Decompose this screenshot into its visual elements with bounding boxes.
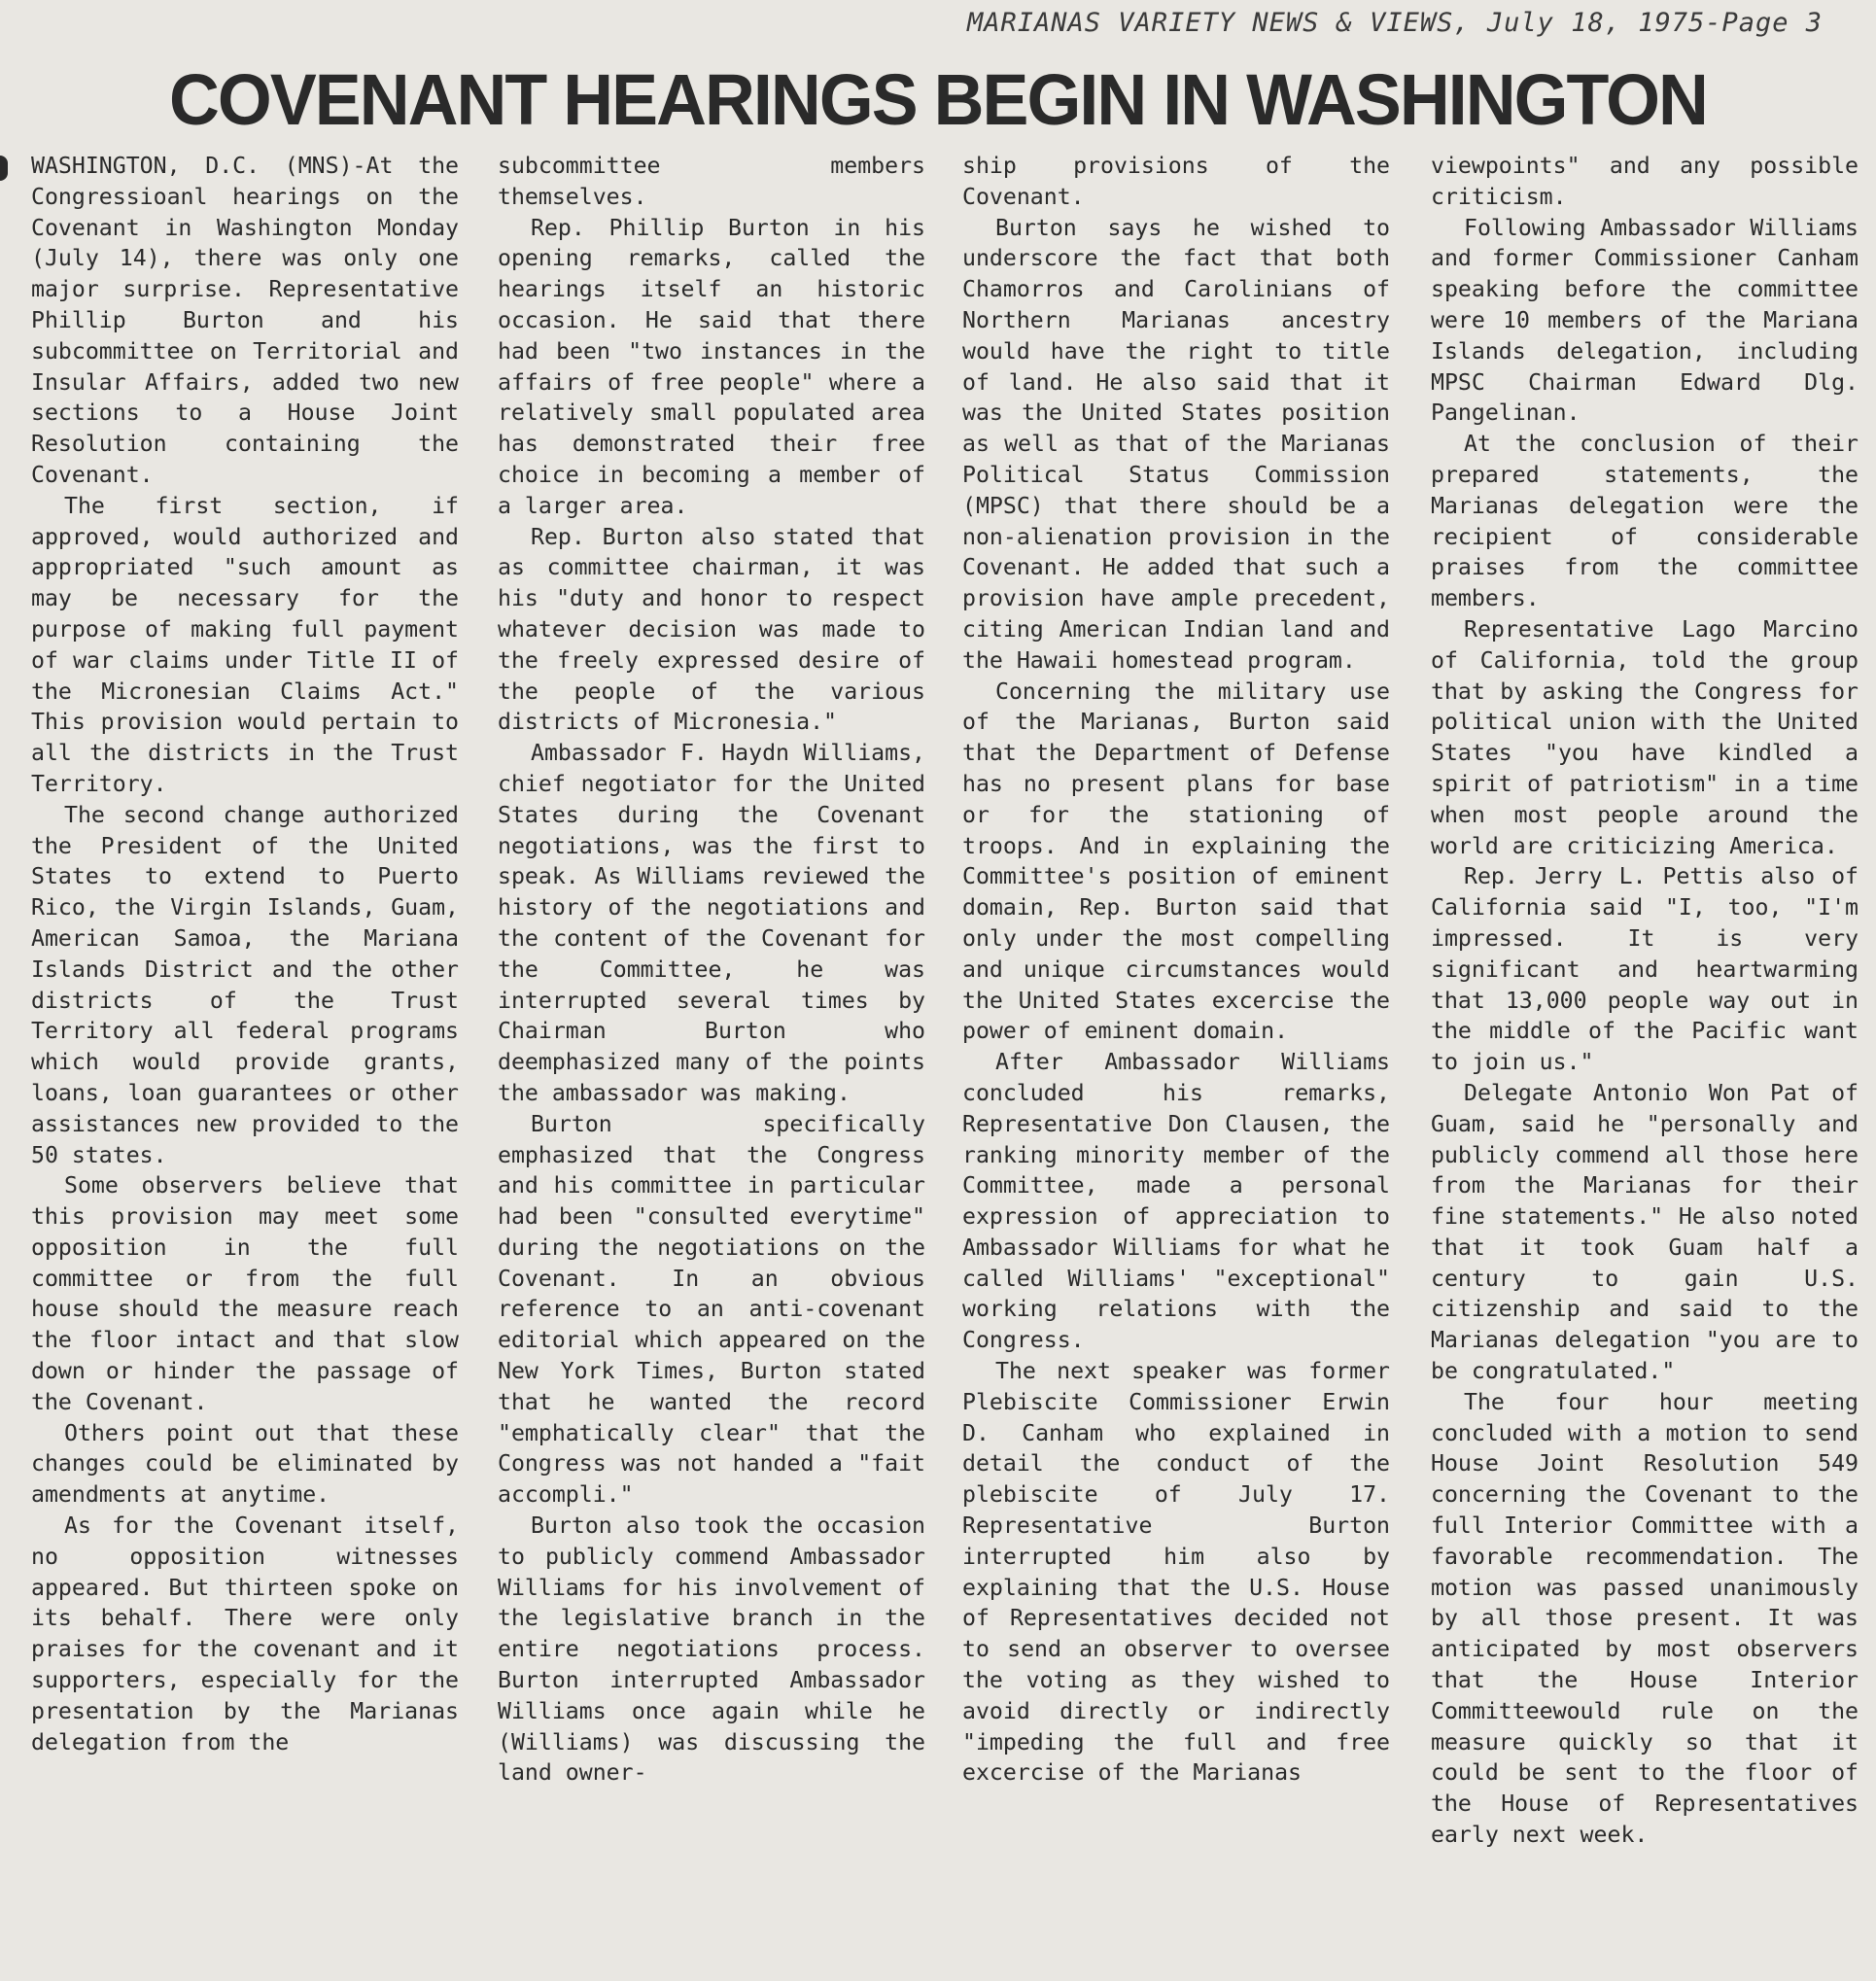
paragraph: The four hour meeting concluded with a motion to send House Joint Resolution 549 concerning the Covenant to the full Interior Committee with a favorable recommendation. The motion was passed unanimously by all those present. It was anticipated by most observers that the House Interior Committeewould rule on the measure quickly so that it could be sent to the floor of the House of Representatives early next week.: [1431, 1388, 1859, 1849]
paragraph: At the conclusion of their prepared statements, the Marianas delegation were the recipient of considerable praises from the committee members.: [1431, 431, 1859, 612]
paragraph: Burton also took the occasion to publicly commend Ambassador Williams for his involvement of the legislative branch in the entire negotiations process. Burton interrupted Ambassador Williams once again while he (Williams) was discussing the land owner-: [498, 1512, 925, 1787]
paragraph: Some observers believe that this provision may meet some opposition in the full committee or from the full house should the measure reach the floor intact and that slow down or hinder the passage of the Covenant.: [31, 1172, 459, 1415]
article-column-2: [498, 151, 925, 1973]
article-column-3: [962, 151, 1390, 1973]
paragraph: Others point out that these changes could be eliminated by amendments at anytime.: [31, 1419, 459, 1509]
paragraph: WASHINGTON, D.C. (MNS)-At the Congressioanl hearings on the Covenant in Washington Monday (July 14), there was only one major surprise. Representative Phillip Burton and his subcommittee on Territorial and Insular Affairs, added two new sections to a House Joint Resolution containing the Covenant.: [31, 153, 459, 488]
paragraph: After Ambassador Williams concluded his remarks, Representative Don Clausen, the ranking minority member of the Committee, made a personal expression of appreciation to Ambassador Williams for what he called Williams' "exceptional" working relations with the Congress.: [962, 1049, 1390, 1354]
paragraph: Rep. Burton also stated that as committee chairman, it was his "duty and honor to respect whatever decision was made to the freely expressed desire of the people of the various districts of Micronesia.": [498, 523, 925, 736]
paragraph: The next speaker was former Plebiscite Commissioner Erwin D. Canham who explained in detail the conduct of the plebiscite of July 17. Representative Burton interrupted him also by explaining that the U.S. House of Representatives decided not to send an observer to oversee the voting as they wished to avoid directly or indirectly "impeding the full and free excercise of the Marianas: [962, 1358, 1390, 1787]
paragraph: As for the Covenant itself, no opposition witnesses appeared. But thirteen spoke on its behalf. There were only praises for the covenant and it supporters, especially for the presentation by the Marianas delegation from the: [31, 1512, 459, 1755]
paragraph: Concerning the military use of the Marianas, Burton said that the Department of Defense has no present plans for base or for the stationing of troops. And in explaining the Committee's position of eminent domain, Rep. Burton said that only under the most compelling and unique circumstances would the United States excercise the power of eminent domain.: [962, 678, 1390, 1045]
article-column-4: [1431, 151, 1859, 1973]
paragraph: Ambassador F. Haydn Williams, chief negotiator for the United States during the Covenant negotiations, was the first to speak. As Williams reviewed the history of the negotiations and the content of the Covenant for the Committee, he was interrupted several times by Chairman Burton who deemphasized many of the points the ambassador was making.: [498, 740, 925, 1106]
paragraph: The second change authorized the President of the United States to extend to Puerto Rico, the Virgin Islands, Guam, American Samoa, the Mariana Islands District and the other districts of the Trust Territory all federal programs which would provide grants, loans, loan guarantees or other assistances new provided to the 50 states.: [31, 801, 459, 1168]
paragraph: Burton says he wished to underscore the fact that both Chamorros and Carolinians of Northern Marianas ancestry would have the right to title of land. He also said that it was the United States position as well as that of the Marianas Political Status Commission (MPSC) that there should be a non-alienation provision in the Covenant. He added that such a provision have ample precedent, citing American Indian land and the Hawaii homestead program.: [962, 214, 1390, 674]
paragraph: viewpoints" and any possible criticism.: [1431, 153, 1859, 210]
paragraph: subcommittee members themselves.: [498, 153, 925, 210]
article-column-1: [31, 151, 459, 1973]
paragraph: Following Ambassador Williams and former Commissioner Canham speaking before the committee were 10 members of the Mariana Islands delegation, including MPSC Chairman Edward Dlg. Pangelinan.: [1431, 214, 1859, 427]
paragraph: Burton specifically emphasized that the Congress and his committee in particular had been "consulted everytime" during the negotiations on the Covenant. In an obvious reference to an anti-covenant editorial which appeared on the New York Times, Burton stated that he wanted the record "emphatically clear" that the Congress was not handed a "fait accompli.": [498, 1110, 925, 1509]
paragraph: Delegate Antonio Won Pat of Guam, said he "personally and publicly commend all those here from the Marianas for their fine statements." He also noted that it took Guam half a century to gain U.S. citizenship and said to the Marianas delegation "you are to be congratulated.": [1431, 1079, 1859, 1385]
headline: COVENANT HEARINGS BEGIN IN WASHINGTON: [169, 59, 1707, 140]
scan-edge-mark: [0, 156, 8, 181]
paragraph: The first section, if approved, would authorized and appropriated "such amount as may be necessary for the purpose of making full payment of war claims under Title II of the Micronesian Claims Act." This provision would pertain to all the districts in the Trust Territory.: [31, 492, 459, 797]
paragraph: Rep. Phillip Burton in his opening remarks, called the hearings itself an historic occasion. He said that there had been "two instances in the affairs of free people" where a relatively small populated area has demonstrated their free choice in becoming a member of a larger area.: [498, 214, 925, 519]
paragraph: ship provisions of the Covenant.: [962, 153, 1390, 210]
running-head: MARIANAS VARIETY NEWS & VIEWS, July 18, 1975-Page 3: [967, 8, 1824, 38]
paragraph: Rep. Jerry L. Pettis also of California said "I, too, "I'm impressed. It is very significant and heartwarming that 13,000 people way out in the middle of the Pacific want to join us.": [1431, 863, 1859, 1076]
paragraph: Representative Lago Marcino of California, told the group that by asking the Congress for political union with the United States "you have kindled a spirit of patriotism" in a time when most people around the world are criticizing America.: [1431, 615, 1859, 859]
